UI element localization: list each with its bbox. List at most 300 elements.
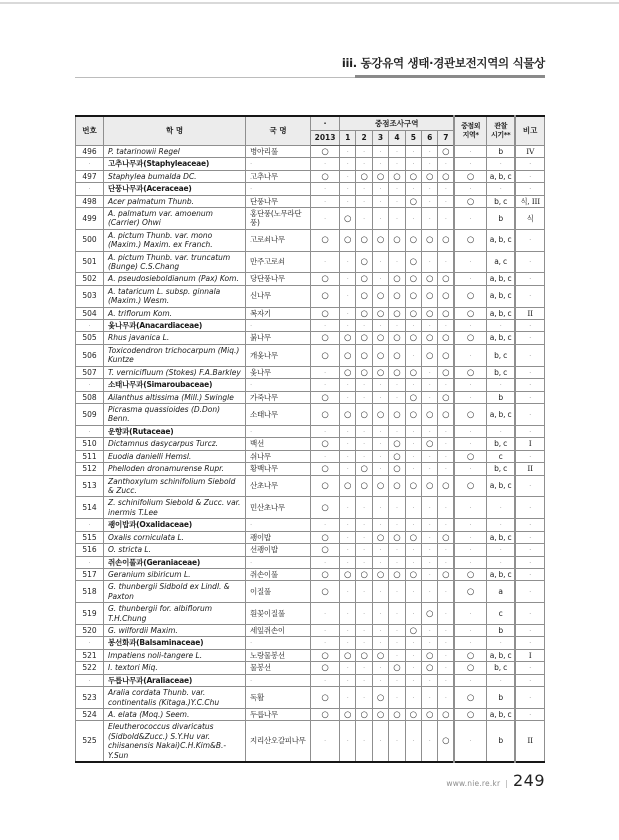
absence-dot: ·	[412, 214, 415, 223]
presence-cell	[422, 307, 438, 320]
family-name: 쥐손이풀과(Geraniaceae)	[104, 556, 246, 568]
presence-circle: ○	[344, 650, 352, 661]
presence-circle: ○	[360, 709, 368, 720]
presence-circle: ○	[344, 213, 352, 224]
presence-cell	[438, 344, 454, 366]
presence-circle: ○	[360, 569, 368, 580]
absence-dot: ·	[428, 570, 431, 579]
presence-circle: ○	[426, 709, 434, 720]
absence-dot: ·	[395, 558, 399, 567]
presence-cell	[389, 145, 405, 158]
col-header-zone-5: 5	[405, 131, 421, 145]
presence-cell	[438, 208, 454, 230]
presence-cell	[405, 195, 421, 208]
absence-dot: ·	[412, 693, 415, 702]
absence-dot: ·	[379, 465, 382, 474]
korean-name	[246, 556, 311, 568]
absence-dot: ·	[499, 639, 502, 648]
row-number	[76, 637, 104, 649]
presence-circle: ○	[426, 333, 434, 344]
presence-circle: ○	[393, 451, 401, 462]
col-header-zone-3: 3	[372, 131, 388, 145]
presence-circle: ○	[321, 587, 329, 597]
observation-period	[486, 519, 515, 531]
absence-dot: ·	[444, 664, 447, 673]
presence-circle: ○	[409, 409, 418, 420]
species-row	[76, 624, 545, 637]
absence-dot: ·	[412, 427, 415, 436]
species-row	[76, 708, 545, 721]
presence-cell	[340, 332, 356, 345]
presence-cell	[356, 497, 372, 519]
absence-dot: ·	[529, 381, 532, 390]
observation-period	[486, 637, 515, 649]
absence-dot: ·	[379, 275, 382, 284]
species-row	[76, 568, 545, 581]
presence-cell	[356, 425, 372, 437]
absence-dot: ·	[346, 465, 349, 474]
presence-cell	[422, 568, 438, 581]
remarks: II	[515, 463, 544, 476]
row-number: 509	[76, 404, 104, 426]
absence-dot: ·	[529, 533, 532, 542]
presence-cell	[389, 674, 405, 686]
absence-dot: ·	[88, 381, 91, 390]
presence-cell	[340, 637, 356, 649]
absence-dot: ·	[323, 626, 327, 635]
presence-cell	[438, 475, 454, 497]
observation-period: c	[486, 603, 515, 625]
absence-dot: ·	[412, 651, 415, 660]
absence-dot: ·	[323, 381, 327, 390]
presence-circle: ○	[344, 709, 352, 720]
presence-cell	[372, 332, 388, 345]
absence-dot: ·	[395, 381, 399, 390]
presence-circle: ○	[393, 409, 401, 420]
remarks: 식, III	[515, 195, 544, 208]
presence-cell	[311, 273, 340, 286]
scientific-name: Dictamnus dasycarpus Turcz.	[104, 438, 246, 451]
absence-dot: ·	[395, 521, 399, 530]
absence-dot: ·	[323, 322, 327, 330]
observation-period: a, b, c	[486, 170, 515, 183]
absence-dot: ·	[469, 504, 472, 513]
absence-dot: ·	[412, 381, 415, 390]
presence-circle: ○	[442, 333, 450, 344]
absence-dot: ·	[444, 258, 447, 267]
presence-circle: ○	[376, 308, 385, 319]
remarks	[515, 404, 544, 426]
absence-dot: ·	[444, 558, 447, 567]
presence-circle: ○	[442, 291, 450, 302]
presence-cell	[422, 208, 438, 230]
absence-dot: ·	[412, 160, 415, 169]
absence-dot: ·	[499, 504, 502, 513]
row-number: 507	[76, 366, 104, 379]
korean-name	[246, 183, 311, 195]
observation-period: b	[486, 624, 515, 637]
absence-dot: ·	[323, 258, 327, 267]
row-number: 519	[76, 603, 104, 625]
table-body	[76, 145, 545, 762]
col-header-scientific-name: 학 명	[104, 116, 246, 145]
absence-dot: ·	[395, 427, 399, 436]
scientific-name: T. vernicifluum (Stokes) F.A.Barkley	[104, 366, 246, 379]
absence-dot: ·	[346, 533, 349, 542]
presence-cell	[438, 391, 454, 404]
col-header-outside-zone: 중점외 지역*	[454, 116, 486, 145]
absence-dot: ·	[469, 558, 472, 567]
presence-cell	[438, 158, 454, 170]
presence-cell	[454, 438, 486, 451]
row-number: 515	[76, 531, 104, 544]
presence-cell	[405, 158, 421, 170]
presence-cell	[454, 273, 486, 286]
absence-dot: ·	[395, 588, 399, 597]
presence-cell	[389, 320, 405, 332]
presence-cell	[438, 649, 454, 662]
absence-dot: ·	[250, 676, 252, 685]
scientific-name: A. triflorum Kom.	[104, 307, 246, 320]
remarks	[515, 519, 544, 531]
presence-cell	[311, 332, 340, 345]
col-header-observation-period: 관찰 시기**	[486, 116, 515, 145]
presence-circle: ○	[321, 650, 329, 661]
korean-name: 가죽나무	[246, 391, 311, 404]
presence-cell	[405, 391, 421, 404]
presence-cell	[340, 463, 356, 476]
korean-name: 붉나무	[246, 332, 311, 345]
row-number: 499	[76, 208, 104, 230]
presence-cell	[340, 662, 356, 675]
presence-cell	[311, 208, 340, 230]
presence-cell	[356, 379, 372, 391]
presence-cell	[438, 662, 454, 675]
presence-cell	[340, 425, 356, 437]
absence-dot: ·	[395, 693, 399, 702]
presence-circle: ○	[442, 146, 450, 157]
scientific-name: Phelloden dronamurense Rupr.	[104, 463, 246, 476]
presence-cell	[389, 624, 405, 637]
absence-dot: ·	[250, 639, 252, 648]
presence-cell	[454, 391, 486, 404]
presence-cell	[311, 366, 340, 379]
absence-dot: ·	[323, 737, 327, 746]
remarks	[515, 624, 544, 637]
absence-dot: ·	[363, 185, 366, 194]
absence-dot: ·	[469, 626, 472, 635]
presence-cell	[356, 450, 372, 463]
presence-circle: ○	[360, 274, 368, 285]
row-number	[76, 556, 104, 568]
presence-cell	[389, 307, 405, 320]
presence-cell	[438, 624, 454, 637]
presence-cell	[405, 438, 421, 451]
presence-cell	[389, 391, 405, 404]
absence-dot: ·	[395, 258, 399, 267]
presence-circle: ○	[376, 333, 385, 344]
presence-cell	[389, 637, 405, 649]
family-row	[76, 519, 545, 531]
presence-cell	[405, 208, 421, 230]
presence-cell	[454, 195, 486, 208]
absence-dot: ·	[529, 427, 532, 436]
absence-dot: ·	[499, 676, 502, 685]
presence-cell	[311, 320, 340, 332]
presence-cell	[454, 721, 486, 762]
species-row	[76, 404, 545, 426]
presence-circle: ○	[321, 291, 329, 302]
presence-cell	[438, 425, 454, 437]
absence-dot: ·	[363, 504, 366, 513]
presence-cell	[389, 332, 405, 345]
presence-cell	[372, 721, 388, 762]
korean-name: 독활	[246, 687, 311, 709]
presence-circle: ○	[409, 308, 418, 319]
absence-dot: ·	[379, 160, 382, 169]
remarks: IV	[515, 145, 544, 158]
presence-cell	[311, 708, 340, 721]
species-row	[76, 195, 545, 208]
absence-dot: ·	[428, 626, 431, 635]
absence-dot: ·	[444, 521, 447, 530]
presence-cell	[454, 708, 486, 721]
presence-circle: ○	[344, 350, 352, 361]
presence-cell	[340, 195, 356, 208]
species-row	[76, 391, 545, 404]
absence-dot: ·	[379, 626, 382, 635]
absence-dot: ·	[428, 147, 431, 156]
presence-circle: ○	[466, 367, 475, 378]
presence-cell	[340, 531, 356, 544]
presence-cell	[340, 556, 356, 568]
absence-dot: ·	[363, 546, 366, 555]
presence-cell	[405, 251, 421, 273]
row-number: 520	[76, 624, 104, 637]
running-header	[75, 52, 545, 71]
presence-circle: ○	[393, 350, 401, 361]
absence-dot: ·	[88, 185, 91, 194]
presence-cell	[356, 145, 372, 158]
presence-circle: ○	[466, 569, 475, 580]
absence-dot: ·	[499, 185, 502, 194]
col-header-2013: 2013	[311, 131, 340, 145]
scientific-name: G. wilfordii Maxim.	[104, 624, 246, 637]
remarks	[515, 662, 544, 675]
presence-cell	[356, 332, 372, 345]
presence-cell	[340, 581, 356, 603]
presence-circle: ○	[426, 608, 434, 619]
absence-dot: ·	[469, 322, 472, 330]
korean-name: 지리산오갈피나무	[246, 721, 311, 762]
presence-circle: ○	[376, 367, 385, 378]
absence-dot: ·	[529, 258, 532, 267]
korean-name: 병아리풀	[246, 145, 311, 158]
presence-cell	[340, 519, 356, 531]
presence-cell	[438, 531, 454, 544]
presence-cell	[311, 344, 340, 366]
observation-period	[486, 425, 515, 437]
family-name: 봉선화과(Balsaminaceae)	[104, 637, 246, 649]
presence-cell	[389, 229, 405, 251]
presence-cell	[340, 391, 356, 404]
family-row	[76, 158, 545, 170]
presence-cell	[340, 366, 356, 379]
presence-cell	[438, 450, 454, 463]
presence-cell	[389, 404, 405, 426]
absence-dot: ·	[250, 558, 252, 567]
presence-cell	[405, 285, 421, 307]
absence-dot: ·	[395, 147, 399, 156]
korean-name: 고추나무	[246, 170, 311, 183]
absence-dot: ·	[395, 639, 399, 648]
absence-dot: ·	[412, 452, 415, 461]
presence-cell	[389, 273, 405, 286]
row-number: 497	[76, 170, 104, 183]
absence-dot: ·	[346, 381, 349, 390]
absence-dot: ·	[379, 381, 382, 390]
presence-circle: ○	[376, 291, 385, 302]
absence-dot: ·	[444, 465, 447, 474]
absence-dot: ·	[379, 521, 382, 530]
presence-circle: ○	[393, 464, 401, 475]
presence-cell	[311, 404, 340, 426]
presence-circle: ○	[393, 663, 401, 674]
row-number: 508	[76, 391, 104, 404]
row-number	[76, 320, 104, 332]
presence-cell	[422, 649, 438, 662]
row-number: 498	[76, 195, 104, 208]
presence-cell	[454, 475, 486, 497]
observation-period	[486, 556, 515, 568]
flora-table	[75, 115, 545, 763]
presence-cell	[356, 624, 372, 637]
absence-dot: ·	[529, 322, 532, 330]
presence-cell	[438, 320, 454, 332]
absence-dot: ·	[88, 676, 91, 685]
absence-dot: ·	[412, 737, 415, 746]
presence-circle: ○	[360, 650, 368, 661]
absence-dot: ·	[444, 639, 447, 648]
absence-dot: ·	[529, 693, 532, 702]
absence-dot: ·	[395, 737, 399, 746]
absence-dot: ·	[529, 664, 532, 673]
observation-period: a, b, c	[486, 332, 515, 345]
family-name: 운향과(Rutaceae)	[104, 425, 246, 437]
presence-cell	[311, 721, 340, 762]
absence-dot: ·	[346, 558, 349, 567]
korean-name: 노랑물봉선	[246, 649, 311, 662]
absence-dot: ·	[412, 351, 415, 360]
korean-name: 흰꽃이질풀	[246, 603, 311, 625]
presence-cell	[405, 708, 421, 721]
presence-cell	[372, 391, 388, 404]
presence-cell	[372, 438, 388, 451]
row-number: 500	[76, 229, 104, 251]
absence-dot: ·	[499, 160, 502, 169]
presence-cell	[422, 285, 438, 307]
presence-cell	[311, 624, 340, 637]
korean-name: 고로쇠나무	[246, 229, 311, 251]
presence-cell	[389, 475, 405, 497]
presence-cell	[356, 229, 372, 251]
presence-cell	[422, 544, 438, 557]
scientific-name: A. elata (Moq.) Seem.	[104, 708, 246, 721]
absence-dot: ·	[428, 427, 431, 436]
col-header-zone-7: 7	[438, 131, 454, 145]
presence-cell	[438, 251, 454, 273]
presence-cell	[340, 450, 356, 463]
presence-cell	[438, 568, 454, 581]
row-number: 513	[76, 475, 104, 497]
presence-cell	[311, 531, 340, 544]
presence-cell	[356, 531, 372, 544]
col-header-korean-name: 국 명	[246, 116, 311, 145]
presence-circle: ○	[466, 663, 475, 674]
row-number: 511	[76, 450, 104, 463]
observation-period: a, b, c	[486, 568, 515, 581]
remarks	[515, 674, 544, 686]
presence-circle: ○	[321, 146, 329, 157]
presence-cell	[454, 170, 486, 183]
presence-circle: ○	[344, 481, 352, 492]
presence-cell	[372, 649, 388, 662]
presence-circle: ○	[360, 409, 368, 420]
absence-dot: ·	[363, 452, 366, 461]
presence-circle: ○	[376, 350, 385, 361]
absence-dot: ·	[346, 639, 349, 648]
absence-dot: ·	[395, 651, 399, 660]
absence-dot: ·	[250, 381, 252, 390]
presence-circle: ○	[409, 274, 418, 285]
presence-circle: ○	[393, 709, 401, 720]
absence-dot: ·	[444, 651, 447, 660]
presence-cell	[340, 497, 356, 519]
absence-dot: ·	[412, 588, 415, 597]
absence-dot: ·	[346, 626, 349, 635]
row-number: 521	[76, 649, 104, 662]
presence-cell	[405, 145, 421, 158]
row-number: 517	[76, 568, 104, 581]
remarks	[515, 285, 544, 307]
species-row	[76, 344, 545, 366]
row-number: 510	[76, 438, 104, 451]
korean-name: 괭이밥	[246, 531, 311, 544]
presence-circle: ○	[360, 350, 368, 361]
presence-cell	[389, 581, 405, 603]
remarks	[515, 366, 544, 379]
observation-period: a, b, c	[486, 531, 515, 544]
presence-cell	[372, 183, 388, 195]
presence-circle: ○	[466, 451, 475, 462]
presence-cell	[356, 208, 372, 230]
presence-cell	[405, 273, 421, 286]
presence-cell	[422, 519, 438, 531]
presence-cell	[454, 519, 486, 531]
absence-dot: ·	[428, 452, 431, 461]
presence-cell	[422, 708, 438, 721]
presence-cell	[422, 475, 438, 497]
presence-circle: ○	[409, 481, 418, 492]
absence-dot: ·	[529, 626, 532, 635]
absence-dot: ·	[346, 309, 349, 318]
presence-cell	[356, 158, 372, 170]
presence-cell	[372, 708, 388, 721]
presence-cell	[340, 307, 356, 320]
absence-dot: ·	[379, 452, 382, 461]
absence-dot: ·	[346, 693, 349, 702]
presence-cell	[389, 170, 405, 183]
